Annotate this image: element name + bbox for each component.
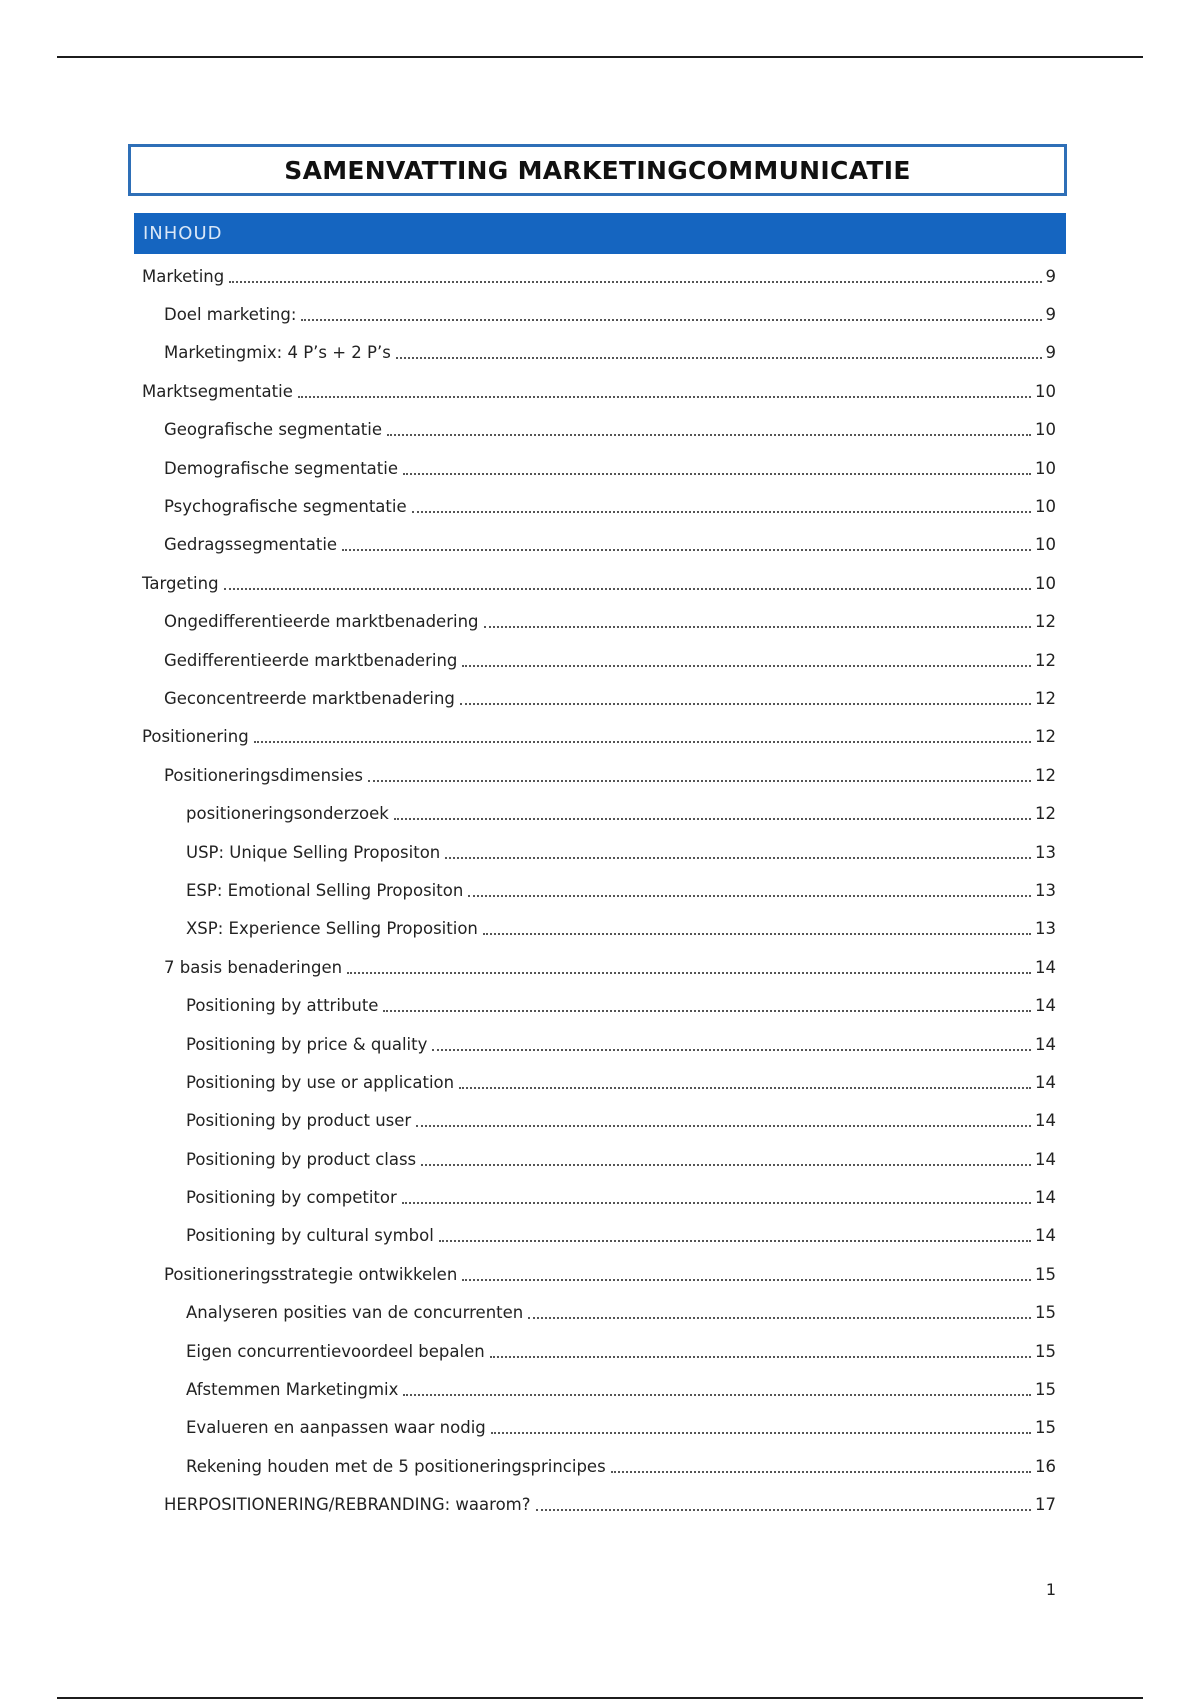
toc-dot-leader bbox=[394, 817, 1031, 820]
toc-entry[interactable] bbox=[142, 794, 1056, 832]
toc-dot-leader bbox=[342, 548, 1031, 551]
toc-entry-page: 13 bbox=[1035, 880, 1056, 900]
toc-dot-leader bbox=[416, 1124, 1031, 1127]
toc-entry-title: Positioneringsdimensies bbox=[164, 766, 366, 785]
toc-entry-title: Analyseren posities van de concurrenten bbox=[186, 1303, 526, 1322]
toc-entry-title: Geografische segmentatie bbox=[164, 420, 385, 439]
toc-entry[interactable] bbox=[142, 411, 1056, 449]
toc-entry-page: 10 bbox=[1035, 535, 1056, 555]
toc-dot-leader bbox=[412, 510, 1031, 513]
toc-entry[interactable] bbox=[142, 1102, 1056, 1140]
toc-entry[interactable] bbox=[142, 910, 1056, 948]
toc-entry-page: 13 bbox=[1035, 919, 1056, 939]
toc-dot-leader bbox=[403, 472, 1031, 475]
toc-entry[interactable] bbox=[142, 295, 1056, 333]
toc-entry-page: 10 bbox=[1035, 458, 1056, 478]
toc-entry[interactable] bbox=[142, 257, 1056, 295]
toc-dot-leader bbox=[611, 1470, 1031, 1473]
toc-entry[interactable] bbox=[142, 1409, 1056, 1447]
toc-entry[interactable] bbox=[142, 1140, 1056, 1178]
toc-dot-leader bbox=[396, 356, 1042, 359]
toc-entry-page: 12 bbox=[1035, 612, 1056, 632]
toc-entry-page: 15 bbox=[1035, 1264, 1056, 1284]
toc-entry-page: 16 bbox=[1035, 1456, 1056, 1476]
toc-entry-title: Gedragssegmentatie bbox=[164, 535, 340, 554]
toc-entry-title: ESP: Emotional Selling Propositon bbox=[186, 881, 466, 900]
toc-entry[interactable] bbox=[142, 564, 1056, 602]
toc-entry-page: 12 bbox=[1035, 650, 1056, 670]
toc-entry[interactable] bbox=[142, 526, 1056, 564]
toc-entry-page: 15 bbox=[1035, 1380, 1056, 1400]
toc-entry[interactable] bbox=[142, 1255, 1056, 1293]
toc-entry[interactable] bbox=[142, 833, 1056, 871]
toc-dot-leader bbox=[459, 1086, 1031, 1089]
toc-dot-leader bbox=[432, 1048, 1031, 1051]
toc-dot-leader bbox=[439, 1239, 1031, 1242]
toc-dot-leader bbox=[387, 433, 1031, 436]
toc-dot-leader bbox=[536, 1508, 1032, 1511]
toc-dot-leader bbox=[301, 318, 1041, 321]
toc-entry[interactable] bbox=[142, 986, 1056, 1024]
toc-entry-page: 12 bbox=[1035, 804, 1056, 824]
toc-entry-title: Marketing bbox=[142, 267, 227, 286]
toc-entry[interactable] bbox=[142, 449, 1056, 487]
toc-entry-title: Evalueren en aanpassen waar nodig bbox=[186, 1418, 489, 1437]
toc-entry-page: 13 bbox=[1035, 842, 1056, 862]
toc-entry-page: 14 bbox=[1035, 1111, 1056, 1131]
toc-entry-page: 14 bbox=[1035, 1072, 1056, 1092]
toc-dot-leader bbox=[383, 1009, 1031, 1012]
toc-dot-leader bbox=[254, 740, 1031, 743]
toc-entry[interactable] bbox=[142, 1217, 1056, 1255]
toc-dot-leader bbox=[224, 587, 1031, 590]
toc-entry-title: Marketingmix: 4 P’s + 2 P’s bbox=[164, 343, 394, 362]
toc-entry[interactable] bbox=[142, 603, 1056, 641]
document-title: SAMENVATTING MARKETINGCOMMUNICATIE bbox=[284, 155, 911, 185]
toc-entry[interactable] bbox=[142, 1486, 1056, 1524]
toc-entry-title: Positionering bbox=[142, 727, 252, 746]
toc-entry-title: Positioneringsstrategie ontwikkelen bbox=[164, 1265, 460, 1284]
bottom-rule bbox=[57, 1697, 1143, 1699]
toc-entry-title: Marktsegmentatie bbox=[142, 382, 296, 401]
toc-entry-page: 15 bbox=[1035, 1418, 1056, 1438]
table-of-contents bbox=[142, 257, 1056, 1524]
toc-dot-leader bbox=[484, 625, 1031, 628]
toc-entry[interactable] bbox=[142, 1063, 1056, 1101]
toc-entry-page: 17 bbox=[1035, 1495, 1056, 1515]
toc-entry-title: Afstemmen Marketingmix bbox=[186, 1380, 401, 1399]
toc-entry-title: Demografische segmentatie bbox=[164, 459, 401, 478]
toc-entry-title: Psychografische segmentatie bbox=[164, 497, 410, 516]
toc-entry-page: 14 bbox=[1035, 1226, 1056, 1246]
toc-entry[interactable] bbox=[142, 756, 1056, 794]
toc-entry-page: 14 bbox=[1035, 996, 1056, 1016]
toc-entry-page: 9 bbox=[1045, 305, 1056, 325]
toc-dot-leader bbox=[528, 1316, 1031, 1319]
toc-entry-title: Positioning by cultural symbol bbox=[186, 1226, 437, 1245]
toc-entry[interactable] bbox=[142, 948, 1056, 986]
toc-dot-leader bbox=[483, 932, 1031, 935]
toc-entry-title: positioneringsonderzoek bbox=[186, 804, 392, 823]
top-rule bbox=[57, 56, 1143, 58]
toc-entry-title: Eigen concurrentievoordeel bepalen bbox=[186, 1342, 488, 1361]
page-number: 1 bbox=[1045, 1580, 1056, 1599]
toc-entry-title: Positioning by use or application bbox=[186, 1073, 457, 1092]
document-title-box bbox=[128, 144, 1067, 196]
toc-dot-leader bbox=[491, 1431, 1031, 1434]
toc-dot-leader bbox=[468, 894, 1031, 897]
toc-entry-title: Ongedifferentieerde marktbenadering bbox=[164, 612, 482, 631]
toc-entry-page: 14 bbox=[1035, 1149, 1056, 1169]
toc-dot-leader bbox=[462, 1278, 1031, 1281]
toc-entry-page: 10 bbox=[1035, 497, 1056, 517]
toc-entry-title: 7 basis benaderingen bbox=[164, 958, 345, 977]
toc-entry-page: 15 bbox=[1035, 1303, 1056, 1323]
toc-entry[interactable] bbox=[142, 1178, 1056, 1216]
toc-entry-title: Positioning by attribute bbox=[186, 996, 381, 1015]
toc-entry[interactable] bbox=[142, 1370, 1056, 1408]
toc-heading: INHOUD bbox=[143, 223, 223, 244]
toc-dot-leader bbox=[421, 1163, 1031, 1166]
toc-entry-title: Rekening houden met de 5 positioneringsprincipes bbox=[186, 1457, 609, 1476]
toc-entry-title: Targeting bbox=[142, 574, 222, 593]
toc-entry-page: 9 bbox=[1045, 266, 1056, 286]
toc-entry[interactable] bbox=[142, 641, 1056, 679]
toc-entry-title: Positioning by price & quality bbox=[186, 1035, 430, 1054]
toc-entry-title: USP: Unique Selling Propositon bbox=[186, 843, 443, 862]
toc-entry[interactable] bbox=[142, 372, 1056, 410]
toc-dot-leader bbox=[403, 1393, 1031, 1396]
toc-entry[interactable] bbox=[142, 679, 1056, 717]
toc-dot-leader bbox=[462, 664, 1031, 667]
toc-dot-leader bbox=[445, 856, 1031, 859]
toc-entry-page: 14 bbox=[1035, 1188, 1056, 1208]
toc-entry[interactable] bbox=[142, 871, 1056, 909]
toc-entry-page: 12 bbox=[1035, 727, 1056, 747]
toc-entry[interactable] bbox=[142, 334, 1056, 372]
toc-entry[interactable] bbox=[142, 1025, 1056, 1063]
toc-entry-title: Positioning by competitor bbox=[186, 1188, 400, 1207]
toc-entry-page: 14 bbox=[1035, 1034, 1056, 1054]
toc-entry[interactable] bbox=[142, 1294, 1056, 1332]
toc-entry-title: Positioning by product user bbox=[186, 1111, 414, 1130]
toc-entry[interactable] bbox=[142, 1332, 1056, 1370]
toc-entry-page: 9 bbox=[1045, 343, 1056, 363]
toc-entry-title: XSP: Experience Selling Proposition bbox=[186, 919, 481, 938]
toc-entry-title: Geconcentreerde marktbenadering bbox=[164, 689, 458, 708]
toc-entry-page: 12 bbox=[1035, 688, 1056, 708]
toc-entry-title: Doel marketing: bbox=[164, 305, 299, 324]
toc-entry-page: 14 bbox=[1035, 957, 1056, 977]
toc-dot-leader bbox=[229, 280, 1041, 283]
toc-entry-page: 10 bbox=[1035, 381, 1056, 401]
toc-dot-leader bbox=[402, 1201, 1031, 1204]
toc-dot-leader bbox=[368, 779, 1031, 782]
toc-entry-title: HERPOSITIONERING/REBRANDING: waarom? bbox=[164, 1495, 534, 1514]
toc-entry-page: 10 bbox=[1035, 573, 1056, 593]
toc-dot-leader bbox=[298, 395, 1031, 398]
toc-entry-page: 15 bbox=[1035, 1341, 1056, 1361]
toc-entry[interactable] bbox=[142, 487, 1056, 525]
toc-heading-bar bbox=[134, 213, 1066, 254]
toc-entry-title: Positioning by product class bbox=[186, 1150, 419, 1169]
toc-entry[interactable] bbox=[142, 718, 1056, 756]
toc-entry[interactable] bbox=[142, 1447, 1056, 1485]
toc-dot-leader bbox=[490, 1355, 1031, 1358]
toc-entry-page: 12 bbox=[1035, 765, 1056, 785]
toc-dot-leader bbox=[347, 971, 1031, 974]
toc-entry-title: Gedifferentieerde marktbenadering bbox=[164, 651, 460, 670]
toc-dot-leader bbox=[460, 702, 1031, 705]
toc-entry-page: 10 bbox=[1035, 420, 1056, 440]
